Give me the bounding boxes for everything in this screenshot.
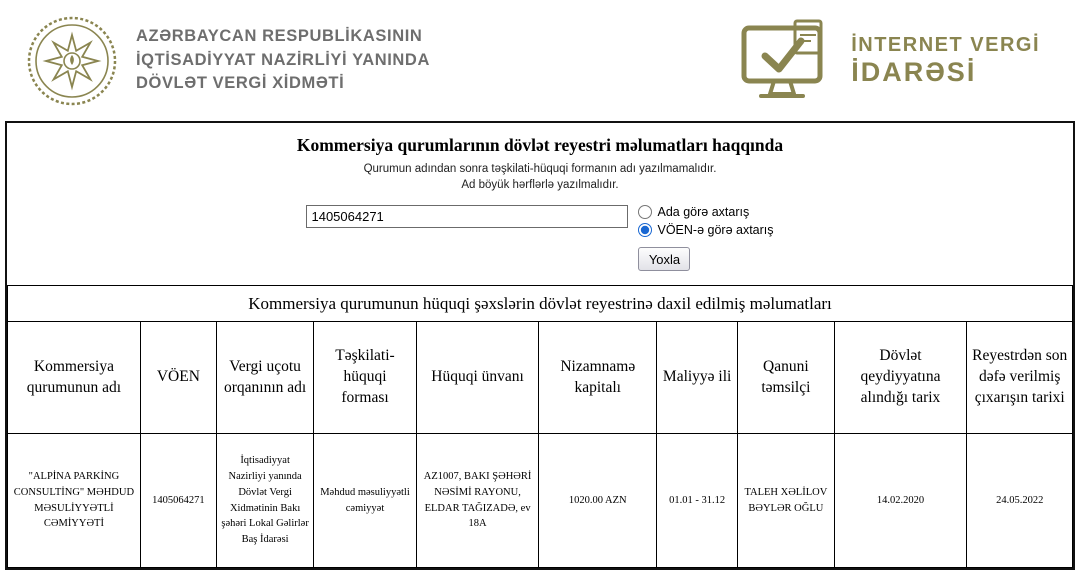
check-button[interactable]: Yoxla: [638, 247, 690, 271]
state-emblem-icon: [26, 15, 118, 107]
ministry-name-line3: DÖVLƏT VERGİ XİDMƏTİ: [136, 74, 345, 93]
ministry-name-line1: AZƏRBAYCAN RESPUBLİKASININ: [136, 26, 423, 45]
cell-fiscal-year: 01.01 - 31.12: [657, 434, 738, 568]
col-header-company-name: Kommersiya qurumunun adı: [8, 322, 141, 434]
cell-charter-capital: 1020.00 AZN: [539, 434, 657, 568]
table-header-row: [8, 322, 1073, 434]
radio-by-name-input[interactable]: [638, 205, 652, 219]
cell-legal-representative: TALEH XƏLİLOV BƏYLƏR OĞLU: [738, 434, 834, 568]
cell-legal-address: AZ1007, BAKI ŞƏHƏRİ NƏSİMİ RAYONU, ELDAR TAĞIZADƏ, ev 18A: [416, 434, 539, 568]
cell-registration-date: 14.02.2020: [834, 434, 967, 568]
content-box: [5, 121, 1075, 570]
col-header-fiscal-year: Maliyyə ili: [657, 322, 738, 434]
search-section: [7, 123, 1073, 285]
col-header-last-extract-date: Reyestrdən son dəfə verilmiş çıxarışın tarixi: [967, 322, 1073, 434]
col-header-legal-address: Hüquqi ünvanı: [416, 322, 539, 434]
ministry-brand: [26, 15, 430, 107]
radio-by-voen-label: VÖEN-ə görə axtarış: [657, 223, 774, 238]
registry-table: [7, 285, 1073, 568]
table-caption: Kommersiya qurumunun hüquqi şəxslərin dövlət reyestrinə daxil edilmiş məlumatları: [8, 286, 1073, 322]
search-type-options: [638, 205, 773, 271]
search-note-1: Qurumun adından sonra təşkilati-hüquqi formanın adı yazılmamalıdır.: [363, 163, 717, 175]
cell-voen: 1405064271: [140, 434, 216, 568]
ministry-name: [136, 25, 430, 97]
col-header-legal-form: Təşkilati-hüquqi forması: [314, 322, 416, 434]
cell-tax-authority: İqtisadiyyat Nazirliyi yanında Dövlət Vergi Xidmətinin Bakı şəhəri Lokal Gəlirlər Baş İdarəsi: [216, 434, 313, 568]
radio-by-voen-input[interactable]: [638, 223, 652, 237]
ministry-name-line2: İQTİSADİYYAT NAZİRLİYİ YANINDA: [136, 50, 430, 69]
page-title: Kommersiya qurumlarının dövlət reyestri məlumatları haqqında: [296, 135, 784, 155]
radio-option-by-voen[interactable]: [638, 223, 773, 237]
cell-last-extract-date: 24.05.2022: [967, 434, 1073, 568]
cell-company-name: "ALPİNA PARKİNG CONSULTİNG" MƏHDUD MƏSULİYYƏTLİ CƏMİYYƏTİ: [8, 434, 141, 568]
radio-option-by-name[interactable]: [638, 205, 773, 219]
table-row: [8, 434, 1073, 568]
search-input[interactable]: [306, 205, 628, 228]
monitor-checkmark-icon: [739, 18, 835, 104]
search-controls: [17, 205, 1063, 271]
cell-legal-form: Məhdud məsuliyyətli cəmiyyət: [314, 434, 416, 568]
col-header-tax-authority: Vergi uçotu orqanının adı: [216, 322, 313, 434]
portal-name-line1: İNTERNET VERGİ: [851, 33, 1040, 56]
radio-by-name-label: Ada görə axtarış: [657, 205, 750, 220]
table-caption-row: [8, 286, 1073, 322]
col-header-legal-representative: Qanuni təmsilçi: [738, 322, 834, 434]
col-header-registration-date: Dövlət qeydiyyatına alındığı tarix: [834, 322, 967, 434]
portal-name: [851, 34, 1040, 88]
search-note-2: Ad böyük hərflərlə yazılmalıdır.: [461, 178, 619, 191]
portal-name-line2: İDARƏSİ: [851, 56, 977, 87]
col-header-voen: VÖEN: [140, 322, 216, 434]
site-header: [0, 0, 1080, 121]
col-header-charter-capital: Nizamnamə kapitalı: [539, 322, 657, 434]
portal-brand: [739, 18, 1040, 104]
